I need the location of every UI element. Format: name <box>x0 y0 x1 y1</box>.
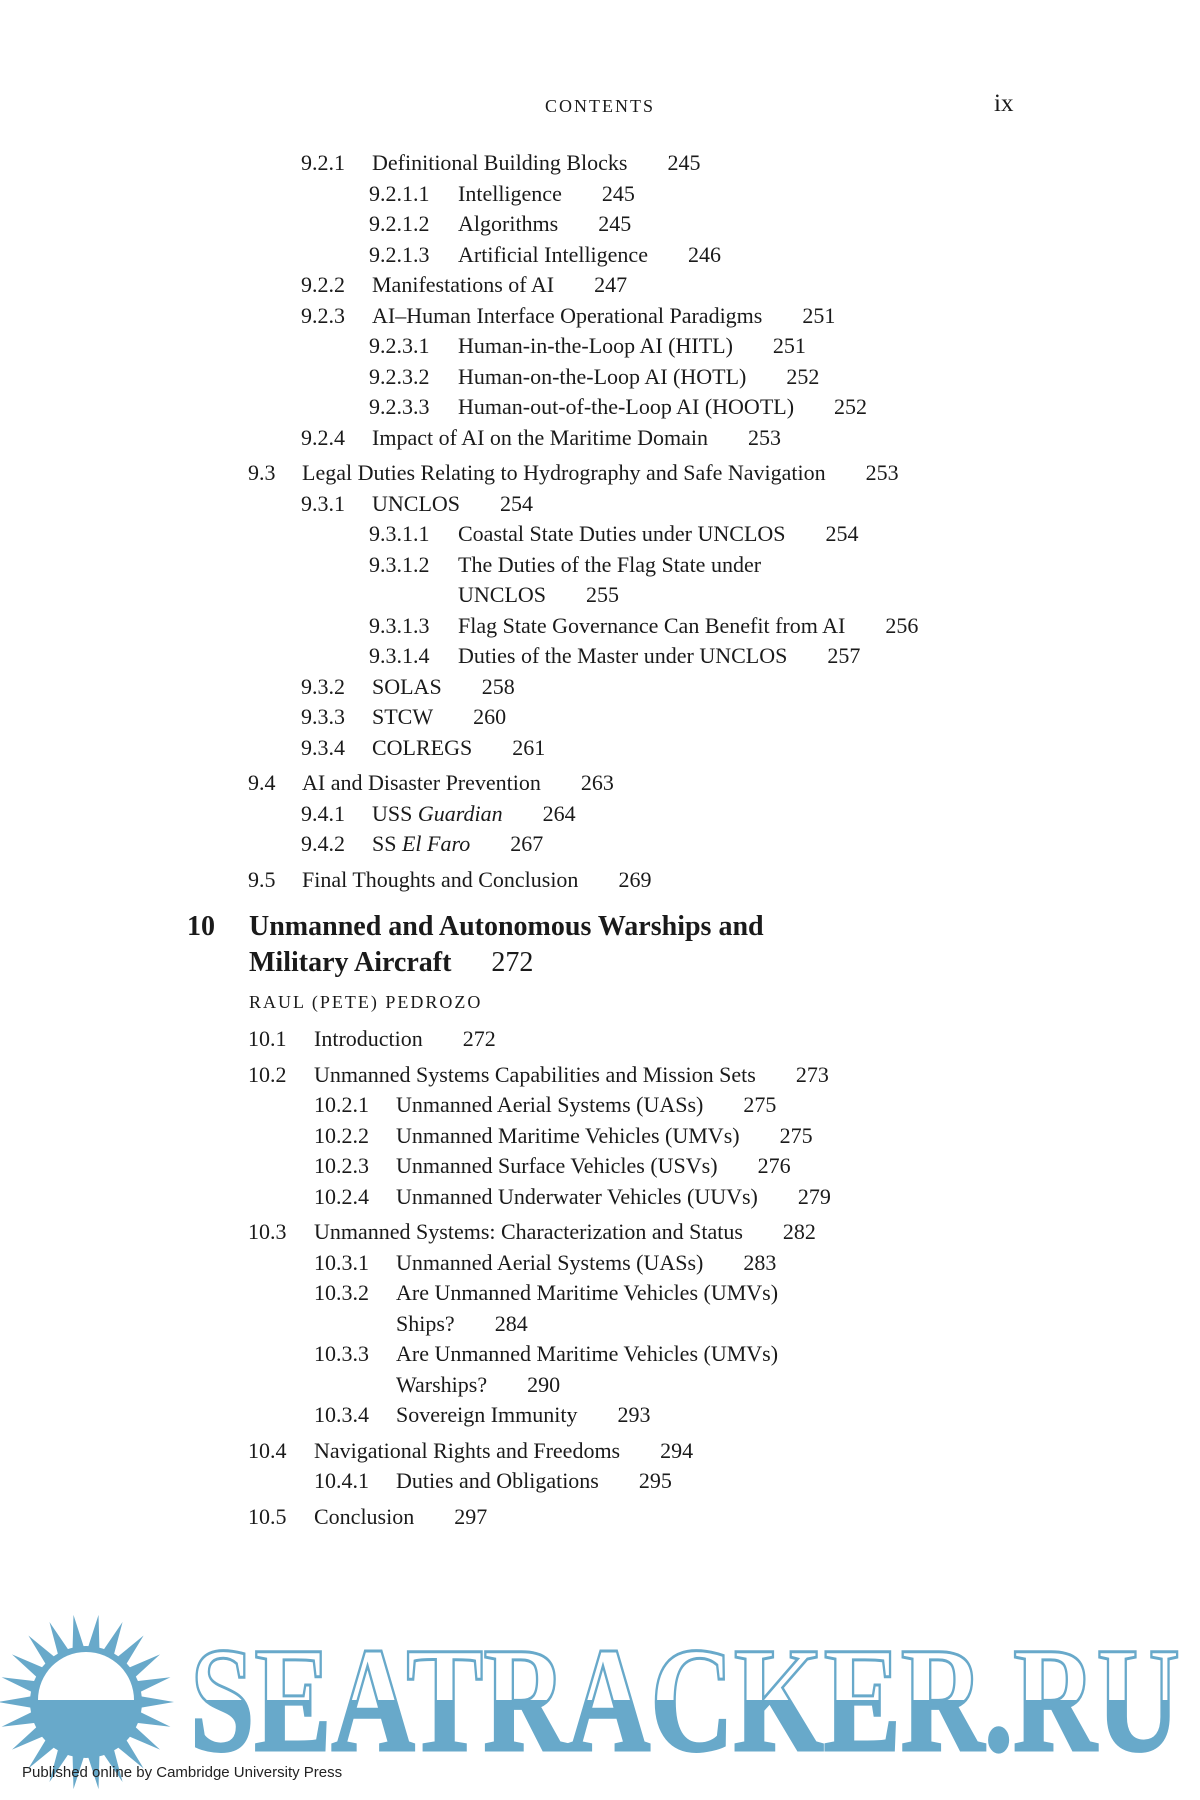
entry-page: 254 <box>500 490 534 516</box>
entry-title-text: Navigational Rights and Freedoms <box>314 1437 621 1463</box>
entry-title <box>396 1151 791 1182</box>
entry-number: 9.3.4 <box>301 734 345 760</box>
entry-title <box>302 768 614 799</box>
entry-title-text: SS <box>372 831 402 856</box>
entry-number: 10.5 <box>248 1503 287 1529</box>
toc-entry[interactable] <box>0 799 1200 830</box>
entry-title <box>314 1024 496 1055</box>
entry-title <box>458 209 631 240</box>
entry-title <box>372 672 515 703</box>
entry-title-text: Legal Duties Relating to Hydrography and Safe Navigation <box>302 460 826 485</box>
entry-page: 246 <box>687 241 721 267</box>
entry-page: 258 <box>481 673 515 699</box>
chapter-10-entries <box>0 1024 1200 1532</box>
entry-title <box>396 1339 778 1400</box>
entry-title <box>372 148 700 179</box>
entry-title-text: Unmanned Maritime Vehicles (UMVs) <box>396 1122 740 1148</box>
entry-page: 290 <box>527 1371 561 1397</box>
entry-number: 9.2.3.2 <box>369 363 430 389</box>
entry-number: 9.3.1.3 <box>369 612 430 638</box>
entry-title-italic: El Faro <box>401 831 471 856</box>
entry-title-text: Impact of AI on the Maritime Domain <box>372 424 709 450</box>
entry-number: 10.4 <box>248 1437 287 1463</box>
table-of-contents <box>0 148 1200 1532</box>
toc-entry[interactable] <box>0 458 1200 489</box>
toc-entry[interactable] <box>0 1400 1200 1431</box>
entry-title <box>372 489 533 520</box>
entry-title-text: Artificial Intelligence <box>458 241 648 267</box>
entry-title-text: Unmanned Underwater Vehicles (UUVs) <box>396 1183 758 1209</box>
toc-entry[interactable] <box>0 1502 1200 1533</box>
entry-page: 255 <box>586 582 620 607</box>
entry-page: 256 <box>885 612 919 638</box>
toc-entry[interactable] <box>0 865 1200 896</box>
entry-title-text: USS <box>372 800 418 826</box>
entry-number: 10.1 <box>248 1026 287 1051</box>
entry-title-italic: Guardian <box>417 800 503 826</box>
entry-title-text: STCW <box>372 704 434 729</box>
entry-number: 9.2.3.3 <box>369 394 430 419</box>
toc-entry[interactable] <box>0 1151 1200 1182</box>
entry-title <box>372 301 835 332</box>
chapter-title-line1: Unmanned and Autonomous Warships and <box>249 911 764 942</box>
entry-page: 253 <box>748 424 782 450</box>
entry-title-text: SOLAS <box>372 673 442 699</box>
entry-number: 9.3.1.4 <box>369 643 430 668</box>
entry-title <box>396 1121 813 1152</box>
chapter-9-entries <box>0 148 1200 895</box>
entry-title-text: Unmanned Aerial Systems (UASs) <box>396 1092 704 1117</box>
entry-title <box>458 331 806 362</box>
entry-title-text: Intelligence <box>458 180 562 206</box>
entry-number: 10.3.3 <box>314 1341 369 1366</box>
toc-entry[interactable] <box>0 1121 1200 1152</box>
entry-title <box>396 1278 778 1339</box>
entry-page: 245 <box>667 150 701 175</box>
toc-entry[interactable] <box>0 768 1200 799</box>
entry-title <box>458 179 635 210</box>
entry-page: 245 <box>598 211 632 236</box>
entry-number: 10.3.2 <box>314 1280 369 1305</box>
toc-entry[interactable] <box>0 209 1200 240</box>
toc-entry[interactable] <box>0 611 1200 642</box>
entry-page: 257 <box>827 643 861 668</box>
entry-page: 284 <box>494 1310 528 1336</box>
toc-entry[interactable] <box>0 1436 1200 1467</box>
entry-page: 251 <box>772 333 806 358</box>
entry-title <box>372 733 545 764</box>
entry-number: 9.2.4 <box>301 424 345 450</box>
entry-number: 9.3.1 <box>301 490 345 516</box>
entry-number: 10.2.4 <box>314 1183 369 1209</box>
entry-number: 10.3 <box>248 1219 287 1244</box>
entry-title-text: Conclusion <box>314 1503 415 1529</box>
chapter-page: 272 <box>491 947 534 978</box>
entry-number: 10.2.3 <box>314 1153 369 1178</box>
entry-number: 9.3.3 <box>301 704 345 729</box>
entry-number: 9.2.3 <box>301 302 345 328</box>
toc-entry[interactable] <box>0 1466 1200 1497</box>
entry-number: 9.5 <box>248 866 276 892</box>
running-header: CONTENTS <box>545 96 655 116</box>
entry-title-text: Unmanned Aerial Systems (UASs) <box>396 1249 704 1275</box>
sun-logo-icon <box>0 1615 174 1789</box>
toc-entry[interactable] <box>0 1248 1200 1279</box>
toc-entry[interactable] <box>0 733 1200 764</box>
entry-page: 275 <box>779 1122 813 1148</box>
watermark-text: SEATRACKER.RU <box>190 1617 1180 1783</box>
entry-page: 263 <box>580 770 614 795</box>
entry-number: 9.4 <box>248 770 276 795</box>
toc-entry[interactable] <box>0 1217 1200 1248</box>
entry-title-continued: Ships? <box>396 1310 455 1336</box>
entry-number: 9.3.2 <box>301 673 345 699</box>
entry-title <box>314 1436 693 1467</box>
publisher-note: Published online by Cambridge University Press <box>22 1764 343 1781</box>
toc-entry[interactable] <box>0 392 1200 423</box>
toc-entry[interactable] <box>0 1024 1200 1055</box>
entry-title-text: Manifestations of AI <box>372 272 555 297</box>
entry-page: 272 <box>462 1026 496 1051</box>
entry-page: 251 <box>802 302 836 328</box>
entry-number: 9.2.1.1 <box>369 180 430 206</box>
entry-title-continued: Warships? <box>396 1371 488 1397</box>
entry-number: 9.4.2 <box>301 831 345 856</box>
entry-title-continued: UNCLOS <box>458 582 547 607</box>
entry-title-text: Unmanned Systems Capabilities and Mission Sets <box>314 1061 756 1087</box>
entry-number: 10.2.2 <box>314 1122 369 1148</box>
entry-title-text: Duties and Obligations <box>396 1468 599 1493</box>
entry-number: 9.3.1.1 <box>369 521 430 546</box>
entry-title <box>396 1248 776 1279</box>
toc-entry[interactable] <box>0 1339 1200 1400</box>
chapter-title-line2: Military Aircraft <box>249 947 452 978</box>
entry-page: 267 <box>510 831 544 856</box>
entry-number: 9.4.1 <box>301 800 345 826</box>
toc-entry[interactable] <box>0 672 1200 703</box>
entry-title-text: Human-in-the-Loop AI (HITL) <box>458 333 733 358</box>
entry-page: 295 <box>638 1468 672 1493</box>
entry-page: 253 <box>865 460 899 485</box>
entry-title-text: Are Unmanned Maritime Vehicles (UMVs) <box>396 1280 779 1305</box>
entry-page: 282 <box>782 1219 816 1244</box>
entry-page: 252 <box>834 394 868 419</box>
toc-entry[interactable] <box>0 423 1200 454</box>
entry-page: 264 <box>542 800 576 826</box>
entry-number: 10.4.1 <box>314 1468 369 1493</box>
entry-title <box>302 865 651 896</box>
toc-entry[interactable] <box>0 550 1200 611</box>
entry-number: 10.2 <box>248 1061 287 1087</box>
entry-title-text: Human-on-the-Loop AI (HOTL) <box>458 363 747 389</box>
entry-title <box>314 1217 816 1248</box>
entry-number: 9.2.1.2 <box>369 211 430 236</box>
entry-page: 247 <box>594 272 628 297</box>
entry-page: 261 <box>512 734 546 760</box>
entry-page: 254 <box>825 521 859 546</box>
toc-entry[interactable] <box>0 1060 1200 1091</box>
entry-title <box>458 362 819 393</box>
entry-title <box>372 799 576 830</box>
entry-title-text: AI and Disaster Prevention <box>302 770 541 795</box>
toc-entry[interactable] <box>0 240 1200 271</box>
entry-title-text: Unmanned Surface Vehicles (USVs) <box>396 1153 718 1178</box>
toc-entry[interactable] <box>0 489 1200 520</box>
entry-title-text: AI–Human Interface Operational Paradigms <box>372 302 763 328</box>
chapter-number: 10 <box>187 911 215 942</box>
entry-number: 10.3.4 <box>314 1402 369 1427</box>
entry-page: 283 <box>743 1249 777 1275</box>
entry-page: 252 <box>786 363 820 389</box>
entry-title <box>314 1060 829 1091</box>
toc-entry[interactable] <box>0 1182 1200 1213</box>
toc-entry[interactable] <box>0 641 1200 672</box>
entry-title-text: Algorithms <box>458 211 559 236</box>
entry-title-text: Human-out-of-the-Loop AI (HOOTL) <box>458 394 795 419</box>
entry-title <box>458 519 859 550</box>
entry-title <box>372 829 543 860</box>
toc-entry[interactable] <box>0 829 1200 860</box>
toc-entry[interactable] <box>0 702 1200 733</box>
toc-entry[interactable] <box>0 179 1200 210</box>
entry-title-text: Duties of the Master under UNCLOS <box>458 643 788 668</box>
entry-number: 10.2.1 <box>314 1092 369 1117</box>
entry-page: 293 <box>617 1402 651 1427</box>
entry-page: 260 <box>473 704 507 729</box>
entry-title <box>458 641 860 672</box>
entry-page: 273 <box>795 1061 829 1087</box>
entry-page: 275 <box>743 1092 777 1117</box>
entry-title-text: UNCLOS <box>372 490 461 516</box>
entry-page: 279 <box>797 1183 831 1209</box>
toc-entry[interactable] <box>0 270 1200 301</box>
entry-title <box>372 270 627 301</box>
entry-number: 9.2.2 <box>301 272 345 297</box>
toc-entry[interactable] <box>0 148 1200 179</box>
page-number: ix <box>994 90 1014 117</box>
entry-title-text: Unmanned Systems: Characterization and Status <box>314 1219 743 1244</box>
entry-number: 9.3 <box>248 460 276 485</box>
entry-number: 10.3.1 <box>314 1249 369 1275</box>
entry-title-text: Definitional Building Blocks <box>372 150 628 175</box>
toc-entry[interactable] <box>0 301 1200 332</box>
entry-title <box>458 392 867 423</box>
entry-title-text: The Duties of the Flag State under <box>458 551 762 577</box>
entry-title-text: Flag State Governance Can Benefit from AI <box>458 612 846 638</box>
entry-title <box>396 1090 776 1121</box>
toc-entry[interactable] <box>0 331 1200 362</box>
entry-title-text: Sovereign Immunity <box>396 1402 578 1427</box>
entry-page: 294 <box>660 1437 694 1463</box>
entry-number: 9.2.1.3 <box>369 241 430 267</box>
entry-number: 9.2.3.1 <box>369 333 430 358</box>
chapter-10-heading[interactable] <box>0 909 1200 981</box>
entry-title <box>372 423 781 454</box>
entry-title <box>302 458 899 489</box>
entry-title-text: Introduction <box>314 1026 423 1051</box>
entry-page: 297 <box>454 1503 488 1529</box>
chapter-author: RAUL (PETE) PEDROZO <box>249 992 483 1012</box>
entry-number: 9.2.1 <box>301 150 345 175</box>
entry-page: 276 <box>757 1153 791 1178</box>
entry-page: 269 <box>618 866 652 892</box>
entry-page: 245 <box>601 180 635 206</box>
entry-title-text: Coastal State Duties under UNCLOS <box>458 521 786 546</box>
entry-title <box>458 240 721 271</box>
entry-title-text: Are Unmanned Maritime Vehicles (UMVs) <box>396 1341 779 1366</box>
toc-entry[interactable] <box>0 1278 1200 1339</box>
chapter-title <box>249 909 764 981</box>
entry-title <box>396 1466 672 1497</box>
entry-title <box>396 1400 650 1431</box>
entry-number: 9.3.1.2 <box>369 551 430 577</box>
toc-entry[interactable] <box>0 519 1200 550</box>
entry-title <box>458 550 761 611</box>
entry-title-text: COLREGS <box>372 734 473 760</box>
entry-title-text: Final Thoughts and Conclusion <box>302 866 579 892</box>
entry-title <box>396 1182 831 1213</box>
entry-title <box>458 611 918 642</box>
entry-title <box>372 702 506 733</box>
toc-entry[interactable] <box>0 362 1200 393</box>
entry-title <box>314 1502 487 1533</box>
toc-entry[interactable] <box>0 1090 1200 1121</box>
